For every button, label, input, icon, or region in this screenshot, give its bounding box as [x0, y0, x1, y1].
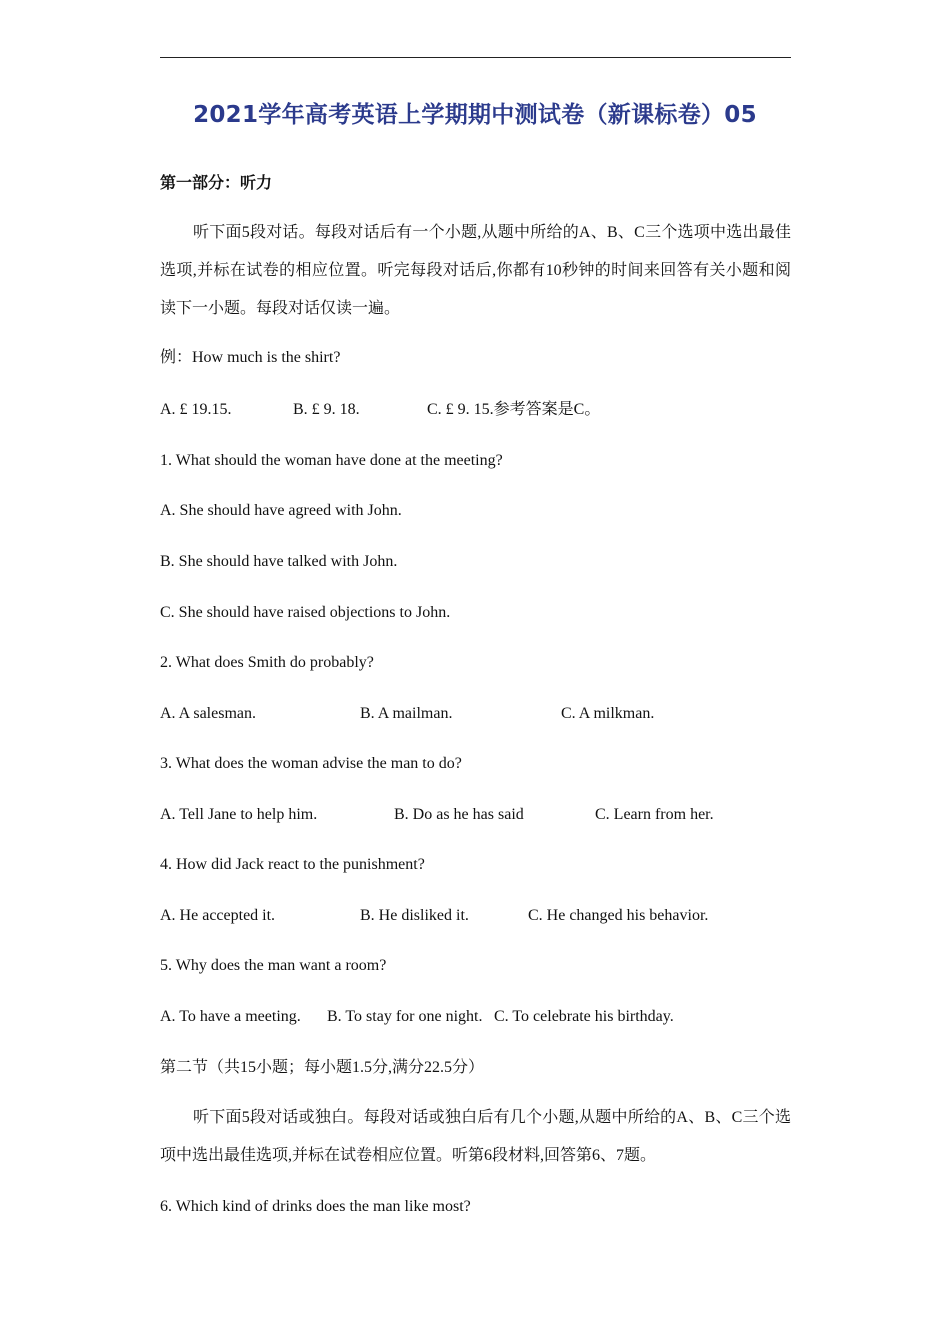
question-3: 3. What does the woman advise the man to do?	[160, 755, 462, 772]
question-1-option-b: B. She should have talked with John.	[160, 553, 398, 570]
listening-instructions-1: 听下面5段对话。每段对话后有一个小题,从题中所给的A、B、C三个选项中选出最佳选项,并标在试卷的相应位置。听完每段对话后,你都有10秒钟的时间来回答有关小题和阅读下一小题。每段对话仅读一遍。	[160, 224, 791, 317]
section-2-heading: 第二节（共15小题；每小题1.5分,满分22.5分）	[160, 1059, 485, 1076]
question-5-option-a: A. To have a meeting.	[160, 1008, 301, 1025]
listening-instructions-2: 听下面5段对话或独白。每段对话或独白后有几个小题,从题中所给的A、B、C三个选项中选出最佳选项,并标在试卷相应位置。听第6段材料,回答第6、7题。	[160, 1109, 791, 1164]
question-1-option-c: C. She should have raised objections to John.	[160, 604, 451, 621]
question-5-option-c: C. To celebrate his birthday.	[494, 1008, 674, 1025]
question-6: 6. Which kind of drinks does the man like most?	[160, 1198, 471, 1215]
question-3-option-c: C. Learn from her.	[595, 806, 714, 823]
part1-heading: 第一部分：听力	[160, 175, 273, 192]
question-2-option-b: B. A mailman.	[360, 705, 453, 722]
question-2-option-c: C. A milkman.	[561, 705, 655, 722]
example-option-a: A. £ 19.15.	[160, 401, 232, 418]
question-4-option-c: C. He changed his behavior.	[528, 907, 709, 924]
question-1-option-a: A. She should have agreed with John.	[160, 502, 402, 519]
question-4-option-a: A. He accepted it.	[160, 907, 276, 924]
header-rule	[160, 57, 791, 58]
question-3-option-b: B. Do as he has said	[394, 806, 524, 823]
question-4-option-b: B. He disliked it.	[360, 907, 469, 924]
question-5: 5. Why does the man want a room?	[160, 957, 387, 974]
document-title: 2021学年高考英语上学期期中测试卷（新课标卷）05	[193, 102, 757, 128]
example-question: 例：How much is the shirt?	[160, 349, 341, 366]
example-option-c: C. £ 9. 15.参考答案是C。	[427, 401, 601, 418]
question-2-option-a: A. A salesman.	[160, 705, 256, 722]
question-5-option-b: B. To stay for one night.	[327, 1008, 483, 1025]
question-2: 2. What does Smith do probably?	[160, 654, 374, 671]
question-3-option-a: A. Tell Jane to help him.	[160, 806, 318, 823]
question-4: 4. How did Jack react to the punishment?	[160, 856, 425, 873]
example-option-b: B. £ 9. 18.	[293, 401, 360, 418]
question-1: 1. What should the woman have done at the meeting?	[160, 452, 503, 469]
